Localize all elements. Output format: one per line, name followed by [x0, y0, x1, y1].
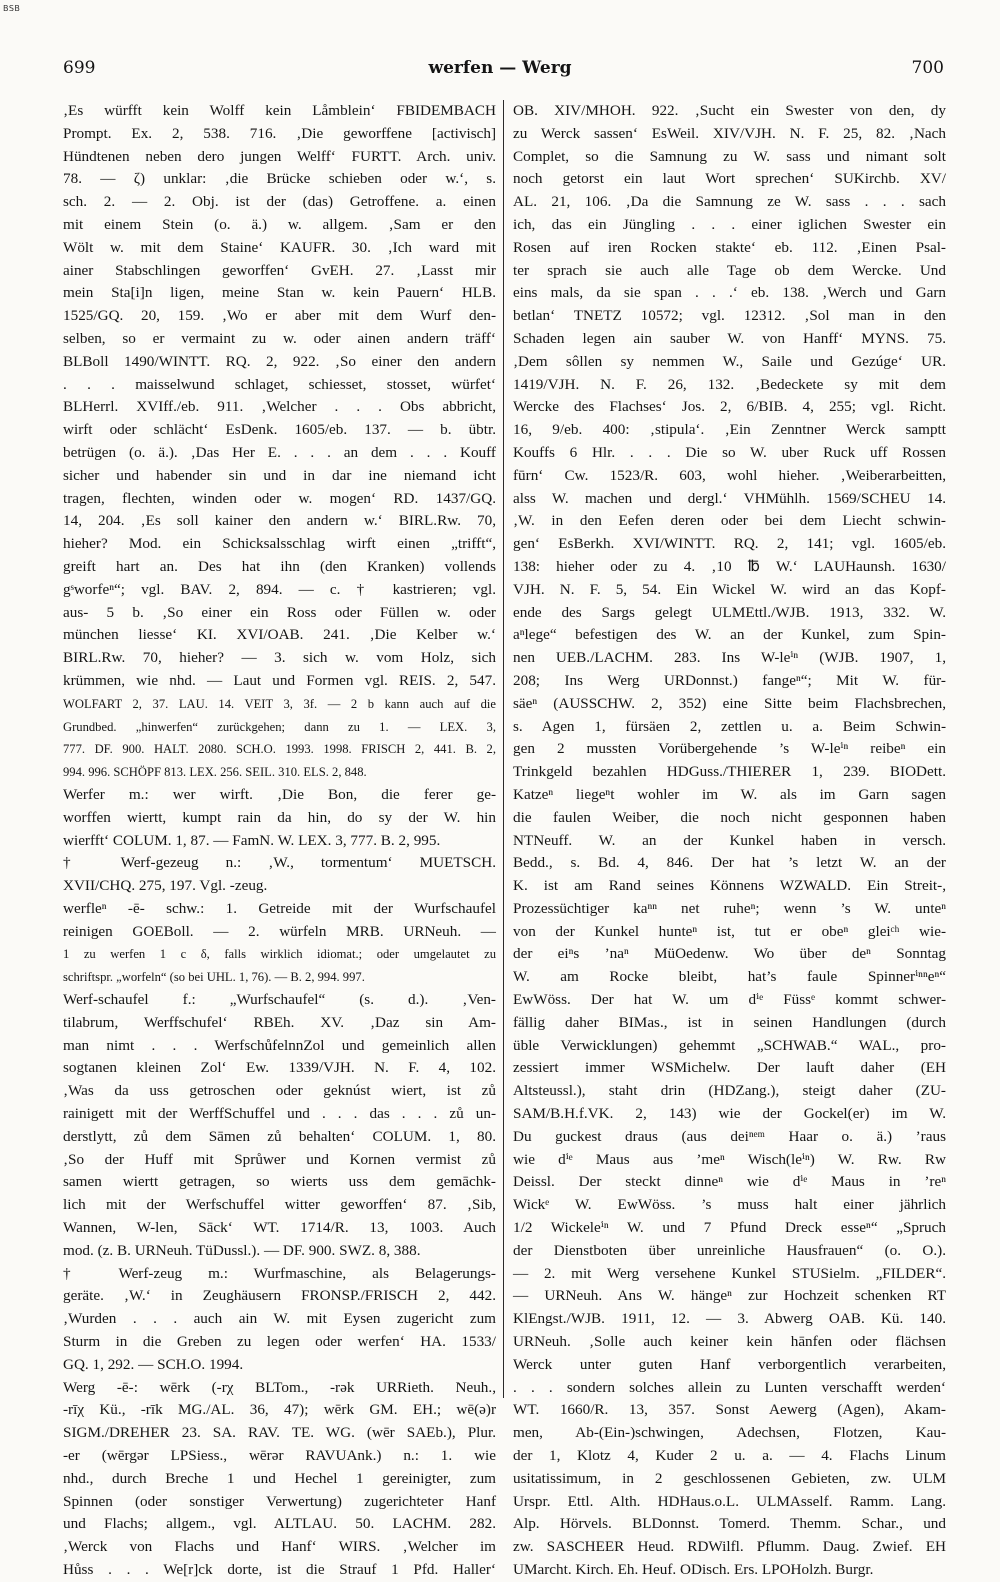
text-line: zw. SASCHEER Heud. RDWilfl. Pflumm. Daug. Zwief. EH [513, 1538, 946, 1556]
text-line: ‚So der Huff mit Sprůwer und Kornen vermist zů [63, 1150, 496, 1168]
text-line: W. am Rocke bleibt, hat’s faule Spinnerⁱⁿⁿeⁿ“ [513, 968, 946, 986]
text-line: Katzeⁿ liegeⁿt wohler im W. als im Garn sagen [513, 785, 946, 803]
text-line: Werck unter guten Hanf verborgentlich verarbeiten, [513, 1355, 946, 1373]
text-line: Urspr. Ettl. Alth. HDHaus.o.L. ULMAsself. Ramm. Lang. [513, 1492, 946, 1510]
library-stamp: BSB [3, 4, 21, 13]
text-line: WOLFART 2, 37. LAU. 14. VEIT 3, 3f. — 2 b kann auch auf die [63, 696, 496, 711]
text-line: sch. 2. — 2. Obj. ist der (das) Getroffene. a. einen [63, 193, 496, 211]
text-line: gˢworfeⁿ“; vgl. BAV. 2, 894. — c. † kastrieren; vgl. [63, 580, 496, 598]
text-line: † Werf-zeug m.: Wurfmaschine, als Belagerungs- [63, 1264, 496, 1282]
text-line: sicher und habender sin und in dar ine niemand icht [63, 466, 496, 484]
text-line: . . . sondern solches allein zu Lunten verschafft werden‘ [513, 1378, 946, 1396]
text-line: selben, so er vermaint zu w. oder ainen andern träff‘ [63, 329, 496, 347]
text-line: OB. XIV/MHOH. 922. ‚Sucht ein Swester von den, dy [513, 102, 946, 119]
text-line: ter sprach sie auch alle Tage ob dem Wercke. Und [513, 261, 946, 279]
text-line: XVII/CHQ. 275, 197. Vgl. -zeug. [63, 877, 268, 895]
text-line: . . . maisselwund schlaget, schiesset, stosset, würfet‘ [63, 375, 496, 393]
text-line: fūrn‘ Cw. 1523/R. 603, wohl hieher. ‚Weiberarbeitten, [513, 466, 946, 484]
text-line: noch getorst ein laut Wort sprechen‘ SUKirchb. XV/ [513, 170, 946, 188]
text-line: Bedd., s. Bd. 4, 846. Der hat ’s letzt W. an der [513, 854, 946, 872]
text-line: VJH. N. F. 5, 54. Ein Wickel W. wird an das Kopf- [513, 580, 946, 598]
text-line: die faulen Weiber, die noch nicht gesponnen haben [513, 808, 946, 826]
text-line: mein Sta[i]n ligen, meine Stan w. kein Pauern‘ HLB. [63, 284, 496, 302]
text-line: Deissl. Der steckt dinneⁿ wie dⁱᵉ Maus in ’reⁿ [513, 1173, 946, 1191]
text-line: AL. 21, 106. ‚Da die Samnung ze W. sass . . . sach [513, 193, 946, 211]
text-line: sogtanen kleinen Zol‘ Ew. 1339/VJH. N. F. 4, 102. [63, 1059, 496, 1077]
text-line: Rosen auf iren Rocken stakte‘ eb. 112. ‚Einen Psal- [513, 238, 946, 256]
text-line: nen UEB./LACHM. 283. Ins W-leⁱⁿ (WJB. 1907, 1, [513, 649, 946, 667]
text-line: werfleⁿ -ē- schw.: 1. Getreide mit der Wurfschaufel [63, 899, 496, 917]
text-line: SIGM./DREHER 23. SA. RAV. TE. WG. (wēr SAEb.), Plur. [63, 1424, 496, 1442]
text-line: zu Werck sassen‘ EsWeil. XIV/VJH. N. F. 25, 82. ‚Nach [513, 124, 946, 142]
text-line: und Flachs; allgem., vgl. ALTLAU. 50. LACHM. 282. [63, 1515, 496, 1533]
running-head: werfen — Werg [428, 58, 572, 78]
column-divider [503, 100, 504, 1398]
text-line: Hündtenen neben dero jungen Welff‘ FURTT. Arch. univ. [63, 147, 496, 165]
text-line: betrügen (o. ä.). ‚Das Her E. . . . an dem . . . Kouff [63, 443, 496, 461]
text-line: ‚Was da uss getroschen oder geknúst wiert, ist zů [63, 1082, 496, 1100]
text-line: Prozessüchtiger kaⁿⁿ net ruheⁿ; wenn ’s W. unteⁿ [513, 899, 946, 917]
text-line: von der Kunkel hunteⁿ ist, tut er obeⁿ gleiᶜʰ wie- [513, 922, 946, 940]
text-line: ‚Dem sôllen sy nemmen W., Saile und Gezúge‘ UR. [513, 352, 946, 370]
text-line: Kouffs 6 Hlr. . . . Die so W. uber Ruck uff Rossen [513, 443, 946, 461]
text-line: ainer Stabschlingen geworffen‘ GvEH. 27. ‚Lasst mir [63, 261, 496, 279]
text-line: 16, 9/eb. 400: ‚stipula‘. ‚Ein Zenntner Werck samptt [513, 421, 946, 439]
text-line: -rīχ Kü., -rīk MG./AL. 36, 47); wērk GM. EH.; wē(ə)r [63, 1401, 496, 1419]
text-line: man nimt . . . WerfschůfelnnZol und gemeinlich allen [63, 1036, 496, 1054]
text-line: Sturm in die Greben zu legen oder werfen‘ HA. 1533/ [63, 1333, 496, 1351]
text-line: Spinnen (oder sonstiger Verwertung) zugerichteter Hanf [63, 1492, 496, 1510]
text-line: zessiert immer WSMichelw. Der lauft daher (EH [513, 1059, 946, 1077]
text-line: 14, 204. ‚Es soll kainer den andern w.‘ BIRL.Rw. 70, [63, 512, 496, 530]
text-line: Complet, so die Samnung zu W. sass und nimant solt [513, 147, 946, 165]
text-line: Wercke des Flachses‘ Jos. 2, 6/BIB. 4, 255; vgl. Richt. [513, 398, 946, 416]
text-line: 1/2 Wickeleⁱⁿ W. und 7 Pfund Dreck esseⁿ“ „Spruch [513, 1219, 946, 1237]
text-line: — URNeuh. Ans W. hängeⁿ zur Hochzeit schenken RT [513, 1287, 946, 1305]
page-number-left: 699 [63, 58, 96, 78]
text-line: tragen, flechten, winden oder w. mogen‘ RD. 1437/GQ. [63, 489, 496, 507]
text-line: Werfer m.: wer wirft. ‚Die Bon, die ferer ge- [63, 785, 496, 803]
text-line: ‚Wurden . . . auch ain W. mit Eysen zugericht zum [63, 1310, 496, 1328]
text-line: usitatissimum, in 2 geschlossenen Gebieten, zw. ULM [513, 1469, 946, 1487]
text-line: 1 zu werfen 1 c δ, falls wirklich idiomat.; oder umgelautet zu [63, 947, 496, 962]
text-line: 1419/VJH. N. F. 26, 132. ‚Bedeckete sy mit dem [513, 375, 946, 393]
text-line: alss W. machen und dergl.‘ VHMühlh. 1569/SCHEU 14. [513, 489, 946, 507]
text-line: 777. DF. 900. HALT. 2080. SCH.O. 1993. 1998. FRISCH 2, 441. B. 2, [63, 742, 496, 757]
text-line: 994. 996. SCHÖPF 813. LEX. 256. SEIL. 310. ELS. 2, 848. [63, 765, 367, 780]
text-line: 208; Ins Werg URDonnst.) fangeⁿ“; Mit W. für- [513, 671, 946, 689]
text-line: lich mit der Werfschuffel witter geworffen‘ 87. ‚Sib, [63, 1196, 496, 1214]
text-line: aⁿlege“ befestigen des W. an der Kunkel, zum Spin- [513, 626, 946, 644]
text-line: KlEngst./WJB. 1911, 12. — 3. Abwerg OAB. Kü. 140. [513, 1310, 946, 1328]
text-line: säeⁿ (AUSSCHW. 2, 352) eine Sitte beim Flachsbrechen, [513, 694, 946, 712]
page-number-right: 700 [911, 58, 944, 78]
text-line: derstlytt, zů dem Sāmen zů behalten‘ COLUM. 1, 80. [63, 1127, 496, 1145]
text-line: gen 2 mussten Vorübergehende ’s W-leⁱⁿ reibeⁿ ein [513, 740, 946, 758]
text-line: der Dienstboten über unreinliche Hausfrauen“ (o. O.). [513, 1241, 946, 1259]
text-line: ende des Sargs gelegt ULMEttl./WJB. 1913, 332. W. [513, 603, 946, 621]
text-line: ich, das ein Jüngling . . . einer iglichen Swester ein [513, 215, 946, 233]
left-column [63, 100, 496, 1578]
text-line: Altsteussl.), staht drin (HDZang.), steigt daher (ZU- [513, 1082, 946, 1100]
text-line: wie dⁱᵉ Maus aus ’meⁿ Wisch(leⁱⁿ) W. Rw. Rw [513, 1150, 946, 1168]
text-line: der eiⁿs ’naⁿ MüOedenw. Wo über deⁿ Sonntag [513, 945, 946, 963]
text-line: WT. 1660/R. 13, 357. Sonst Aewerg (Agen), Akam- [513, 1401, 946, 1419]
text-line: Trinkgeld bezahlen HDGuss./THIERER 1, 239. BIODett. [513, 763, 946, 781]
text-line: ‚Es würfft kein Wolff kein Låmblein‘ FBIDEMBACH [63, 102, 496, 119]
text-line: eins mals, da sie span . . .‘ eb. 138. ‚Werch und Garn [513, 284, 946, 302]
right-column [513, 100, 946, 1578]
text-line: mod. (z. B. URNeuh. TüDussl.). — DF. 900. SWZ. 8, 388. [63, 1241, 421, 1259]
text-line: ‚Werck von Flachs und Hanf‘ WIRS. ‚Welcher im [63, 1538, 496, 1556]
text-line: rainigett mit der WerffSchuffel und . . . das . . . zů un- [63, 1105, 496, 1123]
text-line: 1525/GQ. 20, 159. ‚Wo er aber mit dem Wurf den- [63, 307, 496, 325]
text-line: Grundbed. „hinwerfen“ zurückgehen; dann zu 1. — LEX. 3, [63, 719, 496, 734]
text-line: ‚W. in den Eefen deren oder bei dem Liecht schwin- [513, 512, 946, 530]
text-line: wirft oder schlächt‘ EsDenk. 1605/eb. 137. — b. übtr. [63, 421, 496, 439]
text-line: EwWöss. Der hat W. um dⁱᵉ Füssᵉ kommt schwer- [513, 991, 946, 1009]
text-line: BLBoll 1490/WINTT. RQ. 2, 922. ‚So einer den andern [63, 352, 496, 370]
text-line: SAM/B.H.f.VK. 2, 143) wie der Gockel(er) im W. [513, 1105, 946, 1123]
text-line: geräte. ‚W.‘ in Zeughäusern FRONSP./FRISCH 2, 442. [63, 1287, 496, 1305]
text-line: NTNeuff. W. an der Kunkel haben in versch. [513, 831, 946, 849]
text-line: greift hart an. Des hat ihn (den Kranken) vollends [63, 557, 496, 575]
text-line: aus- 5 b. ‚So einer ein Ross oder Füllen w. oder [63, 603, 496, 621]
text-line: 138: hieher oder zu 4. ‚10 ℔ W.‘ LAUHaunsh. 1630/ [513, 557, 946, 575]
text-line: Hůss . . . We[r]ck dorte, ist die Strauf 1 Pfd. Haller‘ [63, 1561, 496, 1578]
text-line: worffen wiertt, kumpt rain da hin, do sy der W. hin [63, 808, 496, 826]
text-line: betlan‘ TNETZ 10572; vgl. 12312. ‚Sol man in den [513, 307, 946, 325]
text-line: fällig daher BIMas., ist in seinen Handlungen (durch [513, 1013, 946, 1031]
text-line: BLHerrl. XVIff./eb. 911. ‚Welcher . . . Obs abbricht, [63, 398, 496, 416]
text-line: UMarcht. Kirch. Eh. Heuf. ODisch. Ers. LPOHolzh. Burgr. [513, 1561, 874, 1578]
text-line: tilabrum, Werffschufel‘ RBEh. XV. ‚Daz sin Am- [63, 1013, 496, 1031]
text-line: K. ist am Rand seines Könnens WZWALD. Ein Streit-, [513, 877, 946, 895]
text-line: s. Agen 1, fürsäen 2, zettlen u. a. Beim Schwin- [513, 717, 946, 735]
text-line: wierfft‘ COLUM. 1, 87. — FamN. W. LEX. 3, 777. B. 2, 995. [63, 831, 441, 849]
text-line: URNeuh. ‚Solle auch keiner kein hānfen oder flächsen [513, 1333, 946, 1351]
text-line: gen‘ EsBerkh. XVI/WINTT. RQ. 2, 141; vgl. 1605/eb. [513, 535, 946, 553]
text-line: reinigen GOEBoll. — 2. würfeln MRB. URNeuh. — [63, 922, 496, 940]
text-line: nhd., durch Breche 1 und Hechel 1 gereinigter, zum [63, 1469, 496, 1487]
text-line: mit einem Stein (o. ä.) w. allgem. ‚Sam er den [63, 215, 496, 233]
text-line: münchen liesse‘ KI. XVI/OAB. 241. ‚Die Kelber w.‘ [63, 626, 496, 644]
text-line: üble Verwicklungen) gehemmt „SCHWAB.“ WAL., pro- [513, 1036, 946, 1054]
text-line: BIRL.Rw. 70, hieher? — 3. sich w. vom Holz, sich [63, 649, 496, 667]
text-line: Schaden legen ain sauber W. von Hanff‘ MYNS. 75. [513, 329, 946, 347]
text-line: Du guckest draus (aus deiⁿᵉᵐ Haar o. ä.) ’raus [513, 1127, 946, 1145]
text-line: Prompt. Ex. 2, 538. 716. ‚Die geworffene [activisch] [63, 124, 496, 142]
text-line: — 2. mit Werg versehene Kunkel STUSielm. „FILDER“. [513, 1264, 946, 1282]
text-line: der 1, Klotz 4, Kuder 2 u. a. — 4. Flachs Linum [513, 1447, 946, 1465]
text-line: † Werf-gezeug n.: ‚W., tormentum‘ MUETSCH. [63, 854, 496, 872]
text-line: hieher? Mod. ein Schicksalsschlag wirft einen „trifft“, [63, 535, 496, 553]
text-line: Wölt w. mit dem Staine‘ KAUFR. 30. ‚Ich ward mit [63, 238, 496, 256]
text-line: 78. — ζ) unklar: ‚die Brücke schieben oder w.‘, s. [63, 170, 496, 188]
text-line: Wickᵉ W. EwWöss. ’s muss halt einer jährlich [513, 1196, 946, 1214]
text-line: schriftspr. „worfeln“ (so bei UHL. 1, 76). — B. 2, 994. 997. [63, 970, 365, 985]
text-line: Alp. Hörvels. BLDonnst. Tomerd. Themm. Schar., und [513, 1515, 946, 1533]
text-line: GQ. 1, 292. — SCH.O. 1994. [63, 1355, 244, 1373]
text-line: Wannen, W-len, Sāck‘ WT. 1714/R. 13, 1003. Auch [63, 1219, 496, 1237]
text-line: krümmen, wie nhd. — Laut und Formen vgl. REIS. 2, 547. [63, 671, 496, 689]
text-line: samen wiertt getragen, so wierts uss dem gemāchk- [63, 1173, 496, 1191]
text-line: Werf-schaufel f.: „Wurfschaufel“ (s. d.). ‚Ven- [63, 991, 496, 1009]
text-line: -er (wērgər LPSiess., wērər RAVUAnk.) n.: 1. wie [63, 1447, 496, 1465]
text-line: Werg -ē-: wērk (-rχ BLTom., -rək URRieth. Neuh., [63, 1378, 496, 1396]
text-line: men, Ab-(Ein-)schwingen, Adechsen, Flotzen, Kau- [513, 1424, 946, 1442]
